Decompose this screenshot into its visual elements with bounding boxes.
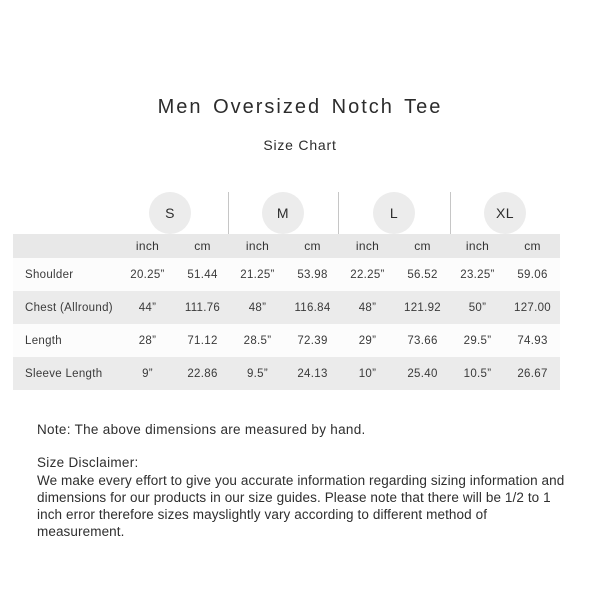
measurement-note: Note: The above dimensions are measured by hand. [37,422,366,437]
size-chart-table [13,234,560,390]
measurement-value: 51.44 [187,268,218,281]
measurement-value: 111.76 [184,301,221,314]
unit-header-inch-xl: inch [465,239,490,253]
size-badge-l [373,192,415,234]
unit-header-cm-l: cm [414,239,431,253]
measurement-value: 53.98 [297,268,328,281]
measurement-value: 22.25” [350,268,385,281]
measurement-value: 22.86 [187,367,218,380]
disclaimer-title: Size Disclaimer: [37,455,139,470]
measurement-value: 48” [248,301,267,314]
measurement-value: 121.92 [404,301,441,314]
size-badge-m [262,192,304,234]
measurement-value: 10” [358,367,377,380]
measurement-value: 56.52 [407,268,438,281]
measurement-value: 50” [468,301,487,314]
unit-header-cm-xl: cm [524,239,541,253]
measurement-value: 9” [142,367,153,380]
page-subtitle: Size Chart [263,137,337,153]
measurement-label: Length [25,334,62,347]
measurement-value: 73.66 [407,334,438,347]
table-row-length [13,324,560,357]
size-badge-m-label: M [276,205,290,221]
measurement-value: 71.12 [187,334,218,347]
size-badge-l-label: L [389,205,399,221]
size-badge-xl [484,192,526,234]
unit-header-cm-s: cm [194,239,211,253]
table-row-shoulder [13,258,560,291]
measurement-value: 24.13 [297,367,328,380]
measurement-value: 28.5” [243,334,272,347]
page-title: Men Oversized Notch Tee [157,96,443,118]
unit-header-inch-s: inch [135,239,160,253]
measurement-value: 29” [358,334,377,347]
measurement-label: Sleeve Length [25,367,103,380]
size-badge-s [149,192,191,234]
measurement-value: 20.25” [130,268,165,281]
measurement-value: 9.5” [246,367,269,380]
measurement-value: 25.40 [407,367,438,380]
unit-header-inch-m: inch [245,239,270,253]
measurement-value: 26.67 [517,367,548,380]
size-badge-s-label: S [165,205,175,221]
table-row-sleeve-length [13,357,560,390]
measurement-label: Shoulder [25,268,74,281]
measurement-value: 59.06 [517,268,548,281]
measurement-value: 127.00 [514,301,551,314]
measurement-value: 116.84 [294,301,331,314]
unit-header-row [13,234,560,258]
measurement-value: 10.5” [463,367,492,380]
measurement-label: Chest (Allround) [25,301,113,314]
measurement-value: 21.25” [240,268,275,281]
measurement-value: 74.93 [517,334,548,347]
size-badge-xl-label: XL [495,205,515,221]
disclaimer-body: We make every effort to give you accurate information regarding sizing information and dimensions for our products in our size guides. Please note that there will be 1/2 to 1 inch error therefore sizes mayslightly vary according to different method of measurement. [37,473,565,539]
measurement-value: 44” [138,301,157,314]
unit-header-cm-m: cm [304,239,321,253]
measurement-value: 28” [138,334,157,347]
measurement-value: 23.25” [460,268,495,281]
table-row-chest [13,291,560,324]
measurement-value: 72.39 [297,334,328,347]
unit-header-inch-l: inch [355,239,380,253]
measurement-value: 29.5” [463,334,492,347]
measurement-value: 48” [358,301,377,314]
